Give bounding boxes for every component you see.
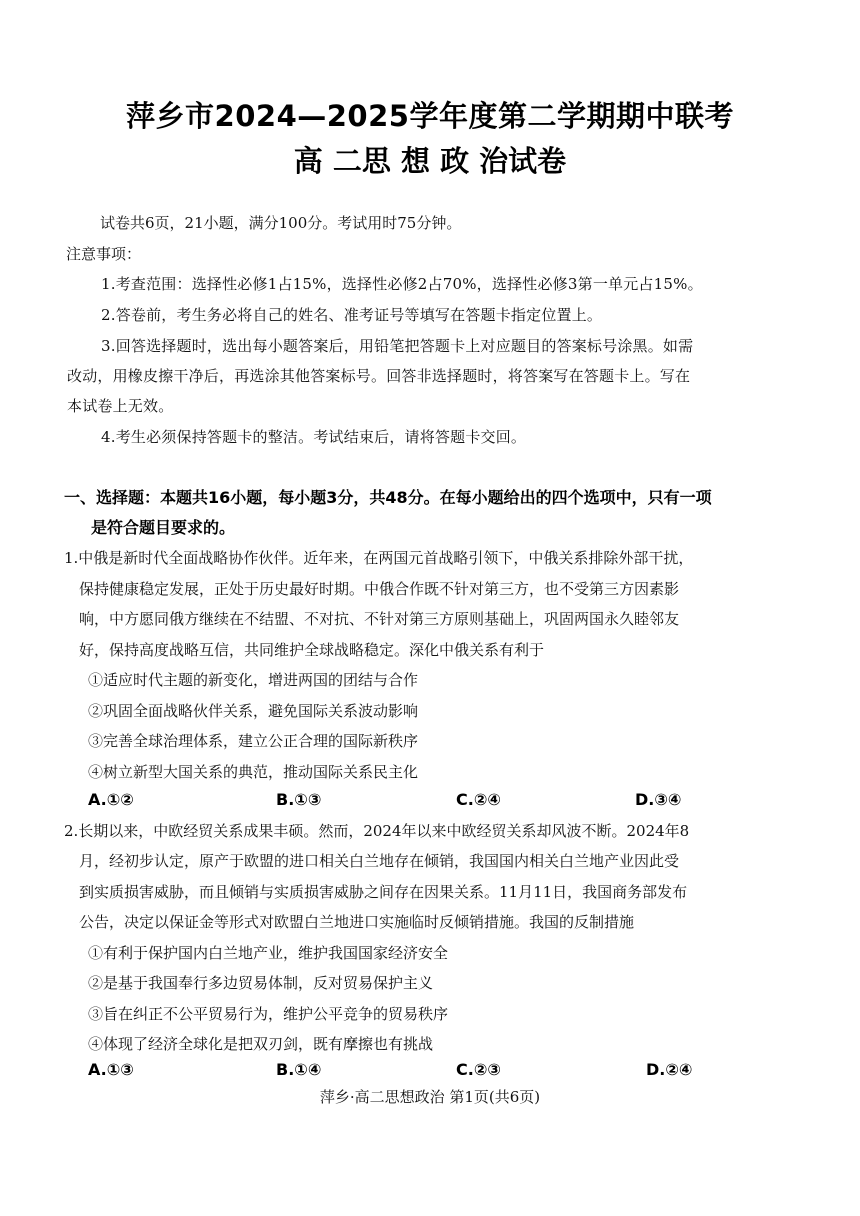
option-c: C.②④: [456, 790, 501, 809]
option-d: D.②④: [646, 1060, 693, 1079]
question-stem-line: 保持健康稳定发展，正处于历史最好时期。中俄合作既不针对第三方，也不受第三方因素影: [79, 580, 680, 598]
statement: ①适应时代主题的新变化，增进两国的团结与合作: [88, 671, 419, 689]
option-c: C.②③: [456, 1060, 501, 1079]
exam-intro: 试卷共6页，21小题，满分100分。考试用时75分钟。: [100, 214, 462, 232]
question-stem-line: 月，经初步认定，原产于欧盟的进口相关白兰地存在倾销，我国国内相关白兰地产业因此受: [79, 852, 680, 870]
exam-title: 萍乡市2024—2025学年度第二学期期中联考: [126, 99, 734, 133]
question-stem-line: 2.长期以来，中欧经贸关系成果丰硕。然而，2024年以来中欧经贸关系却风波不断。2024年8: [64, 822, 690, 840]
statement: ④体现了经济全球化是把双刃剑，既有摩擦也有挑战: [88, 1035, 434, 1053]
option-b: B.①④: [276, 1060, 322, 1079]
question-stem-line: 好，保持高度战略互信，共同维护全球战略稳定。深化中俄关系有利于: [79, 641, 545, 659]
question-stem-line: 到实质损害威胁，而且倾销与实质损害威胁之间存在因果关系。11月11日，我国商务部发布: [79, 883, 688, 901]
notice-item: 2.答卷前，考生务必将自己的姓名、准考证号等填写在答题卡指定位置上。: [101, 306, 603, 324]
notice-item: 3.回答选择题时，选出每小题答案后，用铅笔把答题卡上对应题目的答案标号涂黑。如需: [101, 337, 694, 355]
question-stem-line: 公告，决定以保证金等形式对欧盟白兰地进口实施临时反倾销措施。我国的反制措施: [79, 913, 635, 931]
notice-item: 1.考查范围：选择性必修1占15%，选择性必修2占70%，选择性必修3第一单元占15%。: [101, 275, 703, 293]
question-stem-line: 1.中俄是新时代全面战略协作伙伴。近年来，在两国元首战略引领下，中俄关系排除外部干扰，: [64, 549, 694, 567]
option-d: D.③④: [635, 790, 682, 809]
notice-item: 改动，用橡皮擦干净后，再选涂其他答案标号。回答非选择题时，将答案写在答题卡上。写在: [67, 367, 691, 385]
notice-heading: 注意事项：: [66, 245, 142, 263]
statement: ②是基于我国奉行多边贸易体制，反对贸易保护主义: [88, 974, 434, 992]
section-heading-line: 是符合题目要求的。: [91, 518, 236, 537]
notice-item: 本试卷上无效。: [67, 397, 174, 415]
option-a: A.①②: [88, 790, 134, 809]
section-heading-line: 一、选择题：本题共16小题，每小题3分，共48分。在每小题给出的四个选项中，只有一项: [64, 488, 712, 507]
exam-subtitle: 高 二思 想 政 治试卷: [293, 144, 567, 178]
notice-item: 4.考生必须保持答题卡的整洁。考试结束后，请将答题卡交回。: [101, 428, 527, 446]
question-stem-line: 响，中方愿同俄方继续在不结盟、不对抗、不针对第三方原则基础上，巩固两国永久睦邻友: [79, 610, 680, 628]
option-b: B.①③: [276, 790, 322, 809]
statement: ②巩固全面战略伙伴关系，避免国际关系波动影响: [88, 702, 419, 720]
page-footer: 萍乡·高二思想政治 第1页(共6页): [319, 1088, 541, 1106]
statement: ④树立新型大国关系的典范，推动国际关系民主化: [88, 763, 419, 781]
statement: ①有利于保护国内白兰地产业，维护我国国家经济安全: [88, 944, 449, 962]
statement: ③旨在纠正不公平贸易行为，维护公平竞争的贸易秩序: [88, 1005, 449, 1023]
option-a: A.①③: [88, 1060, 134, 1079]
statement: ③完善全球治理体系，建立公正合理的国际新秩序: [88, 732, 419, 750]
